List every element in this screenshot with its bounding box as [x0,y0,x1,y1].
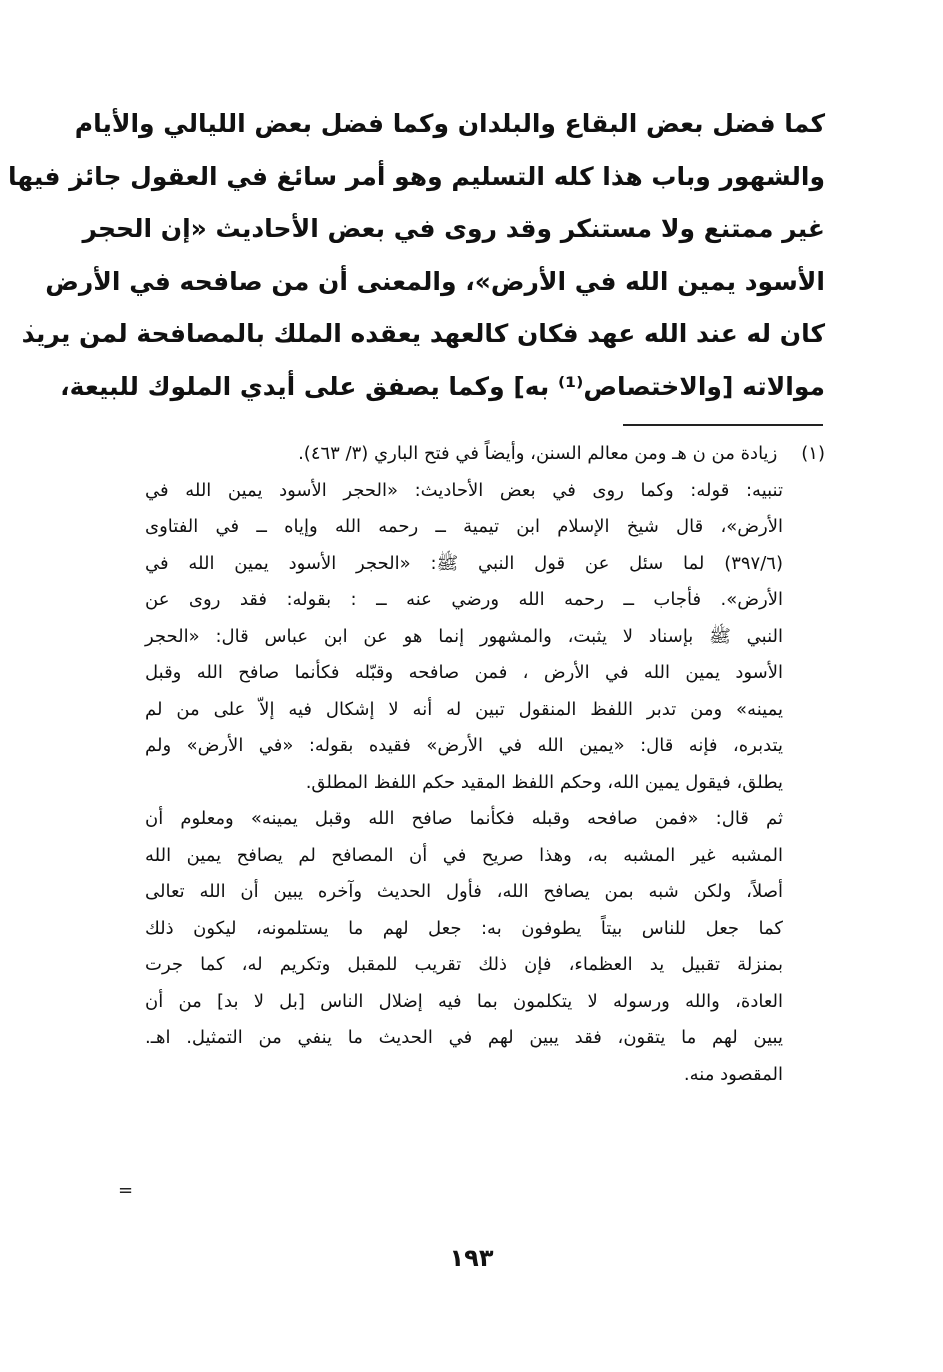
footnote-block [145,436,825,1093]
footnote-first-line [145,436,825,473]
footnote-line: الأرض»، قال شيخ الإسلام ابن تيمية ــ رحمه الله وإياه ــ في الفتاوى [145,516,783,537]
footnote-line: الأسود يمين الله في الأرض ، فمن صافحه وقبّله فكأنما صافح الله وقبل [145,662,783,683]
main-text-block [7,98,825,413]
footnote-line: الأرض». فأجاب ــ رحمه الله ورضي عنه ــ : بقوله: فقد روى عن [145,589,783,610]
footnote-line: كما جعل للناس بيتاً يطوفون به: جعل لهم ما يستلمونه، ليكون ذلك [145,917,783,939]
footnote-line: المقصود منه. [683,1063,783,1085]
continuation-mark: = [118,1180,134,1201]
footnote-line: النبي ﷺ بإسناد لا يثبت، والمشهور إنما هو عن ابن عباس قال: «الحجر [145,625,783,647]
footnote-line: بمنزلة تقبيل يد العظماء، فإن ذلك تقريب للمقبل وتكريم له، كما جرت [145,954,783,975]
footnote-number: (١) [801,443,825,464]
footnote-line: المشبه غير المشبه به، وهذا صريح في أن المصافح لم يصافح يمين الله [145,844,783,866]
footnote-line: يتدبره، فإنه قال: «يمين الله في الأرض» فقيده بقوله: «في الأرض» ولم [145,735,783,756]
main-text-line: كان له عند الله عهد فكان كالعهد يعقده الملك بالمصافحة لمن يريد [21,319,825,348]
footnote-separator [623,424,823,426]
main-text-line: غير ممتنع ولا مستنكر وقد روى في بعض الأحاديث «إن الحجر [82,214,825,243]
footnote-text: زيادة من ن هـ ومن معالم السنن، وأيضاً في فتح الباري (٣/ ٤٦٣). [298,443,778,464]
page-number: ١٩٣ [449,1244,494,1272]
footnote-line: العادة، والله ورسوله لا يتكلمون بما فيه إضلال الناس [بل لا بد] من أن [145,990,783,1012]
footnote-line: يمينه» ومن تدبر اللفظ المنقول تبين له أنه لا إشكال فيه إلاّ على من لم [145,698,783,720]
main-text-line: موالاته [والاختصاص⁽¹⁾ به] وكما يصفق على أيدي الملوك للبيعة، [60,371,825,401]
main-text-line: والشهور وباب هذا كله التسليم وهو أمر سائغ في العقول جائز فيها [7,161,825,191]
footnote-line: أصلاً، ولكن شبه بمن يصافح الله، فأول الحديث وآخره يبين أن الله تعالى [145,881,783,902]
footnote-line: ثم قال: «فمن صافحه وقبله فكأنما صافح الله وقبل يمينه» ومعلوم أن [145,808,783,829]
footnote-line: يطلق، فيقول يمين الله، وحكم اللفظ المقيد حكم اللفظ المطلق. [305,771,783,793]
footnote-line: تنبيه: قوله: وكما روى في بعض الأحاديث: «الحجر الأسود يمين الله في [145,479,783,501]
main-text-line: الأسود يمين الله في الأرض»، والمعنى أن من صافحه في الأرض [45,266,825,296]
footnote-line: يبين لهم ما يتقون، فقد يبين لهم في الحديث ما ينفي من التمثيل. اهـ. [145,1027,783,1048]
main-text-line: كما فضل بعض البقاع والبلدان وكما فضل بعض الليالي والأيام [74,109,825,138]
footnote-line: (٣٩٧/٦) لما سئل عن قول النبي ﷺ: «الحجر الأسود يمين الله في [145,552,783,574]
